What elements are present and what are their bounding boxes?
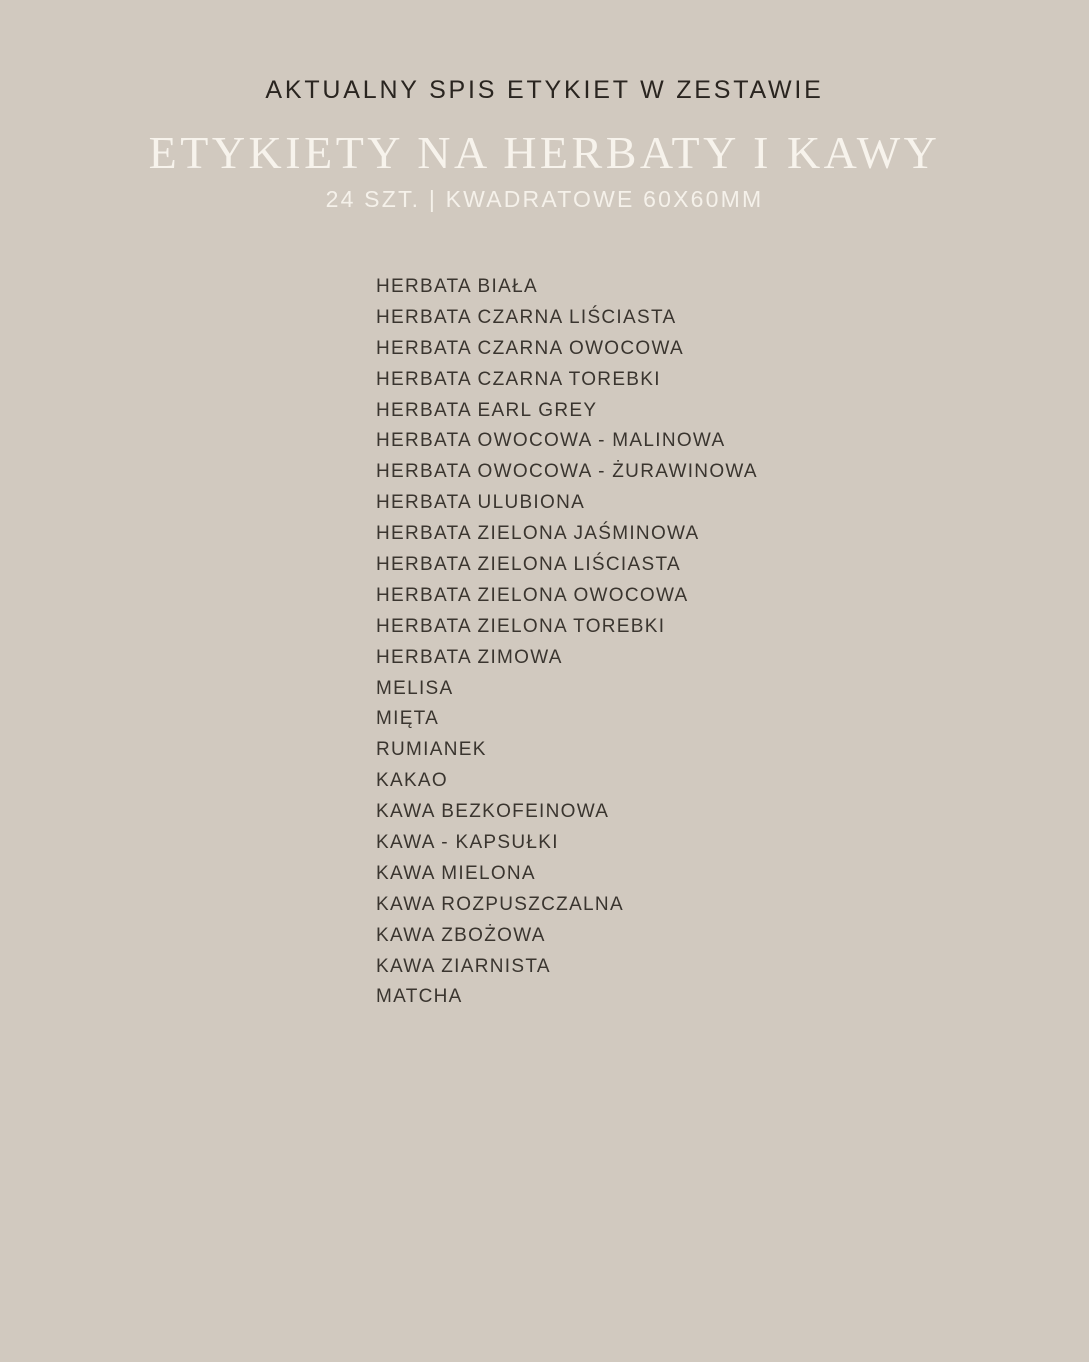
label-list-item: KAWA BEZKOFEINOWA (376, 801, 610, 823)
label-list-item: HERBATA BIAŁA (376, 276, 538, 297)
label-list-item: MIĘTA (376, 708, 440, 730)
label-list-item: KAWA - KAPSUŁKI (376, 832, 559, 854)
label-list-item: HERBATA ZIELONA LIŚCIASTA (376, 554, 681, 576)
page-title: ETYKIETY NA HERBATY I KAWY (148, 127, 941, 178)
label-list-item: KAWA MIELONA (376, 862, 536, 884)
label-list-item: KAWA ZBOŻOWA (376, 924, 546, 946)
label-list-item: HERBATA CZARNA LIŚCIASTA (376, 306, 677, 328)
label-list-item: KAWA ZIARNISTA (376, 955, 551, 977)
label-list-item: HERBATA EARL GREY (376, 399, 598, 421)
label-list-item: HERBATA OWOCOWA - MALINOWA (376, 430, 726, 452)
label-list-item: RUMIANEK (376, 739, 487, 761)
label-list-item: KAWA ROZPUSZCZALNA (376, 893, 624, 915)
header-kicker: AKTUALNY SPIS ETYKIET W ZESTAWIE (265, 76, 824, 104)
label-list-item: HERBATA OWOCOWA - ŻURAWINOWA (376, 461, 758, 483)
label-list-item: MELISA (376, 677, 454, 699)
label-list-item: HERBATA CZARNA OWOCOWA (376, 337, 684, 359)
label-list-item: HERBATA ZIELONA TOREBKI (376, 615, 666, 637)
label-list (376, 272, 758, 1013)
label-list-item: HERBATA ZIELONA JAŚMINOWA (376, 523, 700, 545)
label-list-item: HERBATA ZIMOWA (376, 646, 563, 668)
label-list-item: KAKAO (376, 770, 448, 792)
label-list-item: HERBATA ZIELONA OWOCOWA (376, 584, 689, 606)
label-list-item: HERBATA CZARNA TOREBKI (376, 368, 661, 390)
page-subtitle: 24 SZT. | KWADRATOWE 60X60MM (325, 186, 764, 212)
label-list-item: MATCHA (376, 986, 463, 1008)
label-list-item: HERBATA ULUBIONA (376, 492, 586, 514)
